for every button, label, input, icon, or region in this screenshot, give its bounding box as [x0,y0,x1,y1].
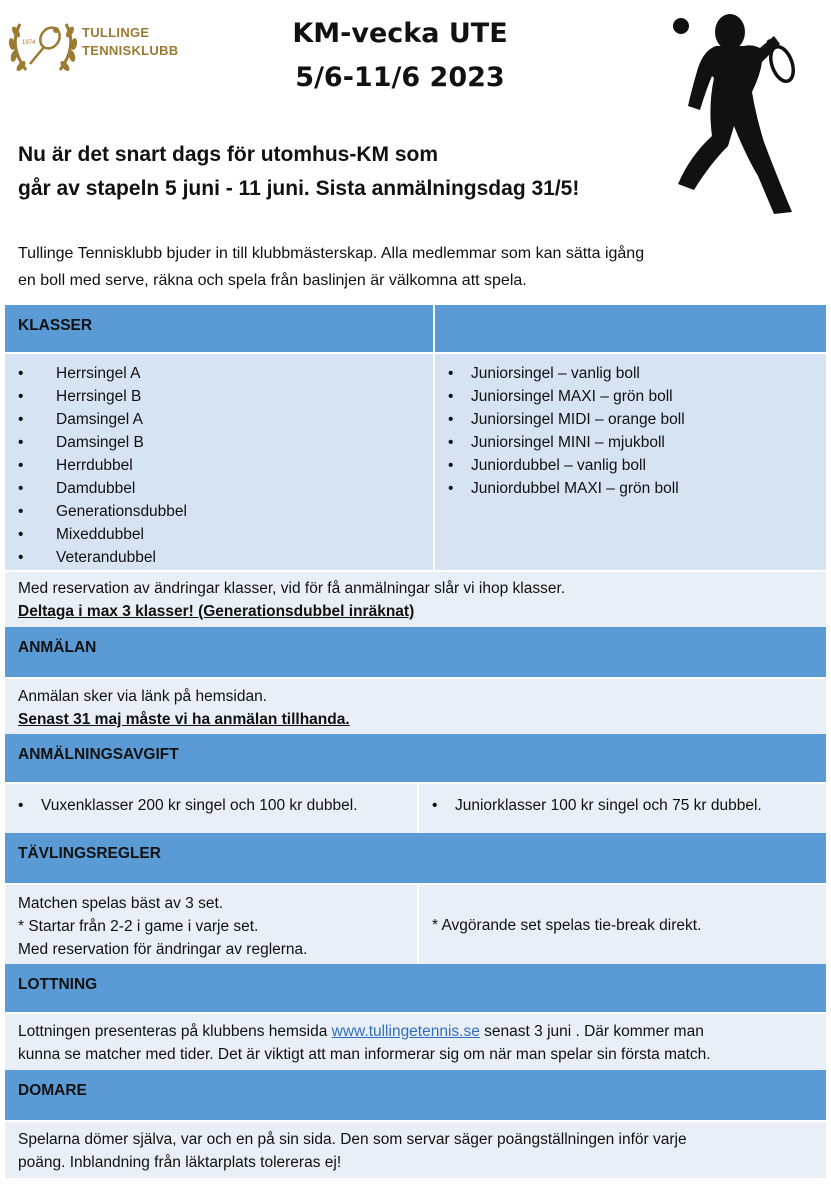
senior-classes-list [18,362,420,569]
club-name-line1: TULLINGE [82,25,150,40]
club-name [82,24,178,60]
section-title-domare: DOMARE [18,1082,87,1099]
section-header-empty-cell [433,305,826,352]
intro-heading [18,138,678,206]
senior-classes-cell [5,354,433,570]
lottning-line1 [18,1020,813,1043]
rules-left-cell [5,885,417,964]
section-title-regler: TÄVLINGSREGLER [18,845,161,862]
title-line1: KM-vecka UTE [292,18,508,49]
lottning-line2: kunna se matcher med tider. Det är viktigt att man informerar sig om när man spelar sin första match. [18,1046,711,1063]
list-item: • Juniordubbel MAXI – grön boll [448,477,813,500]
anmalan-body-cell [5,679,826,734]
lottning-text-after: senast 3 juni . Där kommer man [479,1023,704,1040]
section-title-avgift: ANMÄLNINGSAVGIFT [18,746,179,763]
list-item: • Juniorsingel MIDI – orange boll [448,408,813,431]
avgift-body-row [5,782,826,833]
junior-classes-list [448,362,813,500]
list-item: • Herrsingel A [18,362,420,385]
rule-line: Med reservation för ändringar av reglerna. [18,941,308,958]
list-item: • Veterandubbel [18,546,420,569]
list-item: • Damdubbel [18,477,420,500]
section-title-klasser: KLASSER [18,317,93,334]
classes-note-row [5,570,826,627]
classes-limit-note: Deltaga i max 3 klasser! (Generationsdubbel inräknat) [18,603,415,620]
list-item: • Juniorsingel MINI – mjukboll [448,431,813,454]
anmalan-text: Anmälan sker via länk på hemsidan. [18,688,267,705]
anmalan-body-row [5,677,826,734]
section-header-lottning [5,964,826,1012]
section-header-anmalan [5,627,826,677]
class-lists-row [5,352,826,570]
section-header-domare [5,1070,826,1120]
junior-fee-list [432,794,813,817]
intro-line2: går av stapeln 5 juni - 11 juni. Sista anmälningsdag 31/5! [18,177,580,200]
junior-classes-cell [433,354,826,570]
anmalan-deadline-text: Senast 31 maj måste vi ha anmälan tillhanda. [18,711,350,728]
section-header-avgift [5,734,826,782]
lead-paragraph [18,240,808,294]
lead-line2: en boll med serve, räkna och spela från baslinjen är välkomna att spela. [18,272,527,289]
rule-line: Matchen spelas bäst av 3 set. [18,895,224,912]
classes-note-text: Med reservation av ändringar klasser, vid för få anmälningar slår vi ihop klasser. [18,580,566,597]
domare-line2: poäng. Inblandning från läktarplats tolereras ej! [18,1154,342,1171]
list-item: • Juniordubbel – vanlig boll [448,454,813,477]
info-table [5,305,826,1178]
domare-line1: Spelarna dömer själva, var och en på sin sida. Den som servar säger poängställningen inför varje [18,1131,687,1148]
lottning-body-cell [5,1014,826,1070]
list-item: • Juniorsingel MAXI – grön boll [448,385,813,408]
list-item: • Juniorsingel – vanlig boll [448,362,813,385]
domare-body-cell [5,1122,826,1178]
list-item: • Herrsingel B [18,385,420,408]
adult-fee-list [18,794,404,817]
regler-body-row [5,883,826,964]
title-line2: 5/6-11/6 2023 [295,62,505,93]
list-item: • Generationsdubbel [18,500,420,523]
laurel-racket-emblem-icon [4,16,82,78]
section-header-klasser [5,305,826,352]
list-item: • Vuxenklasser 200 kr singel och 100 kr dubbel. [18,794,404,817]
lottning-text-before: Lottningen presenteras på klubbens hemsida [18,1023,332,1040]
adult-fee-cell [5,784,417,833]
domare-body-row [5,1120,826,1178]
rule-line: * Startar från 2-2 i game i varje set. [18,918,259,935]
intro-line1: Nu är det snart dags för utomhus-KM som [18,143,439,166]
club-name-line2: TENNISKLUBB [82,43,179,58]
lottning-body-row [5,1012,826,1070]
club-website-link[interactable]: www.tullingetennis.se [331,1023,480,1040]
section-title-lottning: LOTTNING [18,976,98,993]
page-title [200,12,600,100]
list-item: • Damsingel A [18,408,420,431]
list-item: • Herrdubbel [18,454,420,477]
rules-right-cell [417,885,826,964]
rule-line: * Avgörande set spelas tie-break direkt. [432,917,702,934]
list-item: • Mixeddubbel [18,523,420,546]
junior-fee-cell [417,784,826,833]
list-item: • Damsingel B [18,431,420,454]
section-title-anmalan: ANMÄLAN [18,639,97,656]
lead-line1: Tullinge Tennisklubb bjuder in till klubbmästerskap. Alla medlemmar som kan sätta igång [18,245,645,262]
list-item: • Juniorklasser 100 kr singel och 75 kr dubbel. [432,794,813,817]
svg-text:1974: 1974 [22,40,36,46]
classes-note-cell [5,572,826,627]
section-header-regler [5,833,826,883]
